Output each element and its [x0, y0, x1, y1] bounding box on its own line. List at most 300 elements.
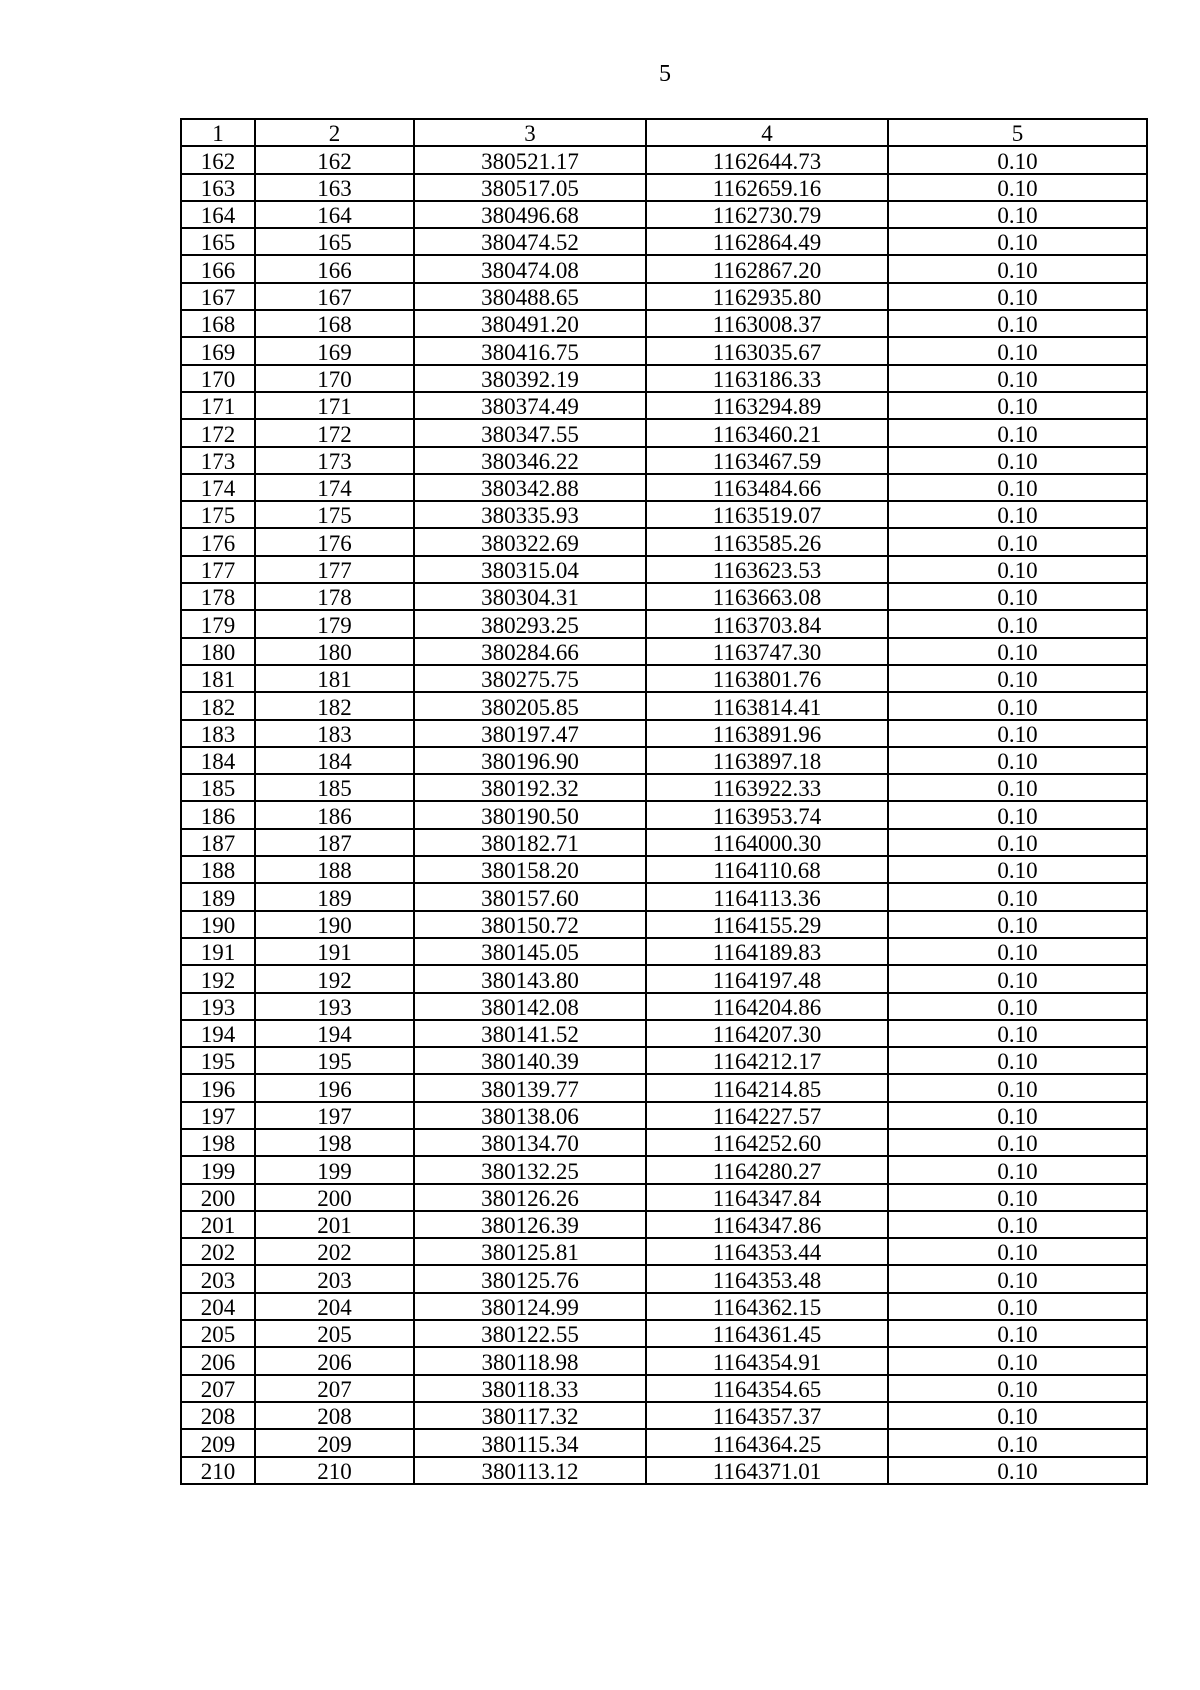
table-row — [181, 1102, 1147, 1129]
table-row — [181, 447, 1147, 474]
x-coordinate-cell: 380132.25 — [414, 1156, 646, 1183]
accuracy-cell: 0.10 — [888, 1102, 1147, 1129]
point-id-cell: 165 — [255, 228, 414, 255]
table-row — [181, 1457, 1147, 1484]
y-coordinate-cell: 1163801.76 — [646, 665, 888, 692]
accuracy-cell: 0.10 — [888, 474, 1147, 501]
table-row — [181, 583, 1147, 610]
point-id-cell: 196 — [255, 1074, 414, 1101]
y-coordinate-cell: 1164280.27 — [646, 1156, 888, 1183]
accuracy-cell: 0.10 — [888, 392, 1147, 419]
table-row — [181, 911, 1147, 938]
accuracy-cell: 0.10 — [888, 1238, 1147, 1265]
point-id-cell: 166 — [255, 255, 414, 282]
accuracy-cell: 0.10 — [888, 610, 1147, 637]
accuracy-cell: 0.10 — [888, 1047, 1147, 1074]
table-row — [181, 692, 1147, 719]
point-number-cell: 185 — [181, 774, 255, 801]
point-number-cell: 181 — [181, 665, 255, 692]
table-row — [181, 665, 1147, 692]
table-row — [181, 720, 1147, 747]
x-coordinate-cell: 380196.90 — [414, 747, 646, 774]
table-row — [181, 1047, 1147, 1074]
point-number-cell: 175 — [181, 501, 255, 528]
y-coordinate-cell: 1163663.08 — [646, 583, 888, 610]
column-header: 3 — [414, 119, 646, 146]
point-number-cell: 162 — [181, 146, 255, 173]
point-id-cell: 188 — [255, 856, 414, 883]
point-id-cell: 187 — [255, 829, 414, 856]
point-id-cell: 192 — [255, 965, 414, 992]
y-coordinate-cell: 1163186.33 — [646, 365, 888, 392]
table-row — [181, 1020, 1147, 1047]
table-row — [181, 829, 1147, 856]
x-coordinate-cell: 380143.80 — [414, 965, 646, 992]
y-coordinate-cell: 1162644.73 — [646, 146, 888, 173]
point-id-cell: 202 — [255, 1238, 414, 1265]
point-id-cell: 200 — [255, 1184, 414, 1211]
accuracy-cell: 0.10 — [888, 1457, 1147, 1484]
x-coordinate-cell: 380134.70 — [414, 1129, 646, 1156]
x-coordinate-cell: 380315.04 — [414, 556, 646, 583]
accuracy-cell: 0.10 — [888, 638, 1147, 665]
accuracy-cell: 0.10 — [888, 501, 1147, 528]
accuracy-cell: 0.10 — [888, 1211, 1147, 1238]
accuracy-cell: 0.10 — [888, 1293, 1147, 1320]
point-id-cell: 182 — [255, 692, 414, 719]
table-row — [181, 1402, 1147, 1429]
y-coordinate-cell: 1163891.96 — [646, 720, 888, 747]
table-row — [181, 856, 1147, 883]
x-coordinate-cell: 380118.98 — [414, 1347, 646, 1374]
x-coordinate-cell: 380113.12 — [414, 1457, 646, 1484]
x-coordinate-cell: 380488.65 — [414, 283, 646, 310]
point-number-cell: 179 — [181, 610, 255, 637]
x-coordinate-cell: 380416.75 — [414, 337, 646, 364]
point-number-cell: 163 — [181, 174, 255, 201]
table-row — [181, 1375, 1147, 1402]
point-id-cell: 183 — [255, 720, 414, 747]
x-coordinate-cell: 380182.71 — [414, 829, 646, 856]
point-number-cell: 177 — [181, 556, 255, 583]
x-coordinate-cell: 380138.06 — [414, 1102, 646, 1129]
x-coordinate-cell: 380118.33 — [414, 1375, 646, 1402]
point-id-cell: 175 — [255, 501, 414, 528]
table-row — [181, 1184, 1147, 1211]
x-coordinate-cell: 380304.31 — [414, 583, 646, 610]
point-id-cell: 210 — [255, 1457, 414, 1484]
x-coordinate-cell: 380491.20 — [414, 310, 646, 337]
accuracy-cell: 0.10 — [888, 720, 1147, 747]
point-id-cell: 176 — [255, 528, 414, 555]
table-header-row — [181, 119, 1147, 146]
table-row — [181, 201, 1147, 228]
accuracy-cell: 0.10 — [888, 1429, 1147, 1456]
x-coordinate-cell: 380124.99 — [414, 1293, 646, 1320]
y-coordinate-cell: 1163294.89 — [646, 392, 888, 419]
table-row — [181, 1347, 1147, 1374]
y-coordinate-cell: 1164354.91 — [646, 1347, 888, 1374]
table-row — [181, 474, 1147, 501]
point-id-cell: 197 — [255, 1102, 414, 1129]
table-row — [181, 774, 1147, 801]
point-id-cell: 171 — [255, 392, 414, 419]
point-id-cell: 178 — [255, 583, 414, 610]
point-number-cell: 205 — [181, 1320, 255, 1347]
point-id-cell: 172 — [255, 419, 414, 446]
table-row — [181, 638, 1147, 665]
coordinates-table — [180, 118, 1148, 1485]
table-row — [181, 310, 1147, 337]
x-coordinate-cell: 380190.50 — [414, 801, 646, 828]
table-row — [181, 1129, 1147, 1156]
x-coordinate-cell: 380284.66 — [414, 638, 646, 665]
y-coordinate-cell: 1164364.25 — [646, 1429, 888, 1456]
y-coordinate-cell: 1162867.20 — [646, 255, 888, 282]
accuracy-cell: 0.10 — [888, 1402, 1147, 1429]
table-row — [181, 938, 1147, 965]
point-number-cell: 171 — [181, 392, 255, 419]
point-number-cell: 192 — [181, 965, 255, 992]
accuracy-cell: 0.10 — [888, 337, 1147, 364]
x-coordinate-cell: 380275.75 — [414, 665, 646, 692]
y-coordinate-cell: 1164353.48 — [646, 1265, 888, 1292]
table-row — [181, 228, 1147, 255]
y-coordinate-cell: 1163953.74 — [646, 801, 888, 828]
column-header: 5 — [888, 119, 1147, 146]
table-row — [181, 1211, 1147, 1238]
table-row — [181, 392, 1147, 419]
accuracy-cell: 0.10 — [888, 856, 1147, 883]
y-coordinate-cell: 1162659.16 — [646, 174, 888, 201]
point-id-cell: 179 — [255, 610, 414, 637]
table-row — [181, 1074, 1147, 1101]
accuracy-cell: 0.10 — [888, 747, 1147, 774]
accuracy-cell: 0.10 — [888, 1265, 1147, 1292]
point-id-cell: 199 — [255, 1156, 414, 1183]
y-coordinate-cell: 1162935.80 — [646, 283, 888, 310]
point-id-cell: 174 — [255, 474, 414, 501]
accuracy-cell: 0.10 — [888, 528, 1147, 555]
page-number: 5 — [659, 61, 671, 87]
table-row — [181, 1293, 1147, 1320]
point-number-cell: 183 — [181, 720, 255, 747]
point-number-cell: 193 — [181, 993, 255, 1020]
point-number-cell: 167 — [181, 283, 255, 310]
table-row — [181, 1265, 1147, 1292]
table-row — [181, 556, 1147, 583]
table-row — [181, 174, 1147, 201]
table-row — [181, 283, 1147, 310]
point-number-cell: 199 — [181, 1156, 255, 1183]
table-row — [181, 528, 1147, 555]
x-coordinate-cell: 380117.32 — [414, 1402, 646, 1429]
point-number-cell: 180 — [181, 638, 255, 665]
table-row — [181, 993, 1147, 1020]
x-coordinate-cell: 380205.85 — [414, 692, 646, 719]
point-id-cell: 164 — [255, 201, 414, 228]
accuracy-cell: 0.10 — [888, 365, 1147, 392]
point-id-cell: 169 — [255, 337, 414, 364]
y-coordinate-cell: 1163703.84 — [646, 610, 888, 637]
accuracy-cell: 0.10 — [888, 146, 1147, 173]
point-id-cell: 167 — [255, 283, 414, 310]
y-coordinate-cell: 1164110.68 — [646, 856, 888, 883]
point-number-cell: 170 — [181, 365, 255, 392]
point-number-cell: 169 — [181, 337, 255, 364]
table-row — [181, 1156, 1147, 1183]
y-coordinate-cell: 1164227.57 — [646, 1102, 888, 1129]
y-coordinate-cell: 1163585.26 — [646, 528, 888, 555]
y-coordinate-cell: 1164354.65 — [646, 1375, 888, 1402]
accuracy-cell: 0.10 — [888, 829, 1147, 856]
point-number-cell: 172 — [181, 419, 255, 446]
y-coordinate-cell: 1164252.60 — [646, 1129, 888, 1156]
y-coordinate-cell: 1164362.15 — [646, 1293, 888, 1320]
point-number-cell: 200 — [181, 1184, 255, 1211]
x-coordinate-cell: 380347.55 — [414, 419, 646, 446]
point-number-cell: 209 — [181, 1429, 255, 1456]
table-row — [181, 1429, 1147, 1456]
point-number-cell: 168 — [181, 310, 255, 337]
point-number-cell: 184 — [181, 747, 255, 774]
point-number-cell: 176 — [181, 528, 255, 555]
y-coordinate-cell: 1162730.79 — [646, 201, 888, 228]
accuracy-cell: 0.10 — [888, 255, 1147, 282]
table-row — [181, 965, 1147, 992]
x-coordinate-cell: 380374.49 — [414, 392, 646, 419]
point-id-cell: 170 — [255, 365, 414, 392]
x-coordinate-cell: 380496.68 — [414, 201, 646, 228]
point-number-cell: 191 — [181, 938, 255, 965]
point-number-cell: 166 — [181, 255, 255, 282]
accuracy-cell: 0.10 — [888, 228, 1147, 255]
accuracy-cell: 0.10 — [888, 938, 1147, 965]
point-number-cell: 178 — [181, 583, 255, 610]
point-number-cell: 182 — [181, 692, 255, 719]
accuracy-cell: 0.10 — [888, 1320, 1147, 1347]
accuracy-cell: 0.10 — [888, 993, 1147, 1020]
point-id-cell: 209 — [255, 1429, 414, 1456]
y-coordinate-cell: 1164361.45 — [646, 1320, 888, 1347]
accuracy-cell: 0.10 — [888, 774, 1147, 801]
x-coordinate-cell: 380293.25 — [414, 610, 646, 637]
table-row — [181, 365, 1147, 392]
y-coordinate-cell: 1163467.59 — [646, 447, 888, 474]
x-coordinate-cell: 380139.77 — [414, 1074, 646, 1101]
point-number-cell: 188 — [181, 856, 255, 883]
point-number-cell: 195 — [181, 1047, 255, 1074]
x-coordinate-cell: 380197.47 — [414, 720, 646, 747]
accuracy-cell: 0.10 — [888, 1074, 1147, 1101]
point-id-cell: 162 — [255, 146, 414, 173]
y-coordinate-cell: 1163008.37 — [646, 310, 888, 337]
x-coordinate-cell: 380115.34 — [414, 1429, 646, 1456]
point-number-cell: 197 — [181, 1102, 255, 1129]
accuracy-cell: 0.10 — [888, 419, 1147, 446]
column-header: 2 — [255, 119, 414, 146]
accuracy-cell: 0.10 — [888, 583, 1147, 610]
accuracy-cell: 0.10 — [888, 692, 1147, 719]
point-id-cell: 201 — [255, 1211, 414, 1238]
y-coordinate-cell: 1163035.67 — [646, 337, 888, 364]
y-coordinate-cell: 1164207.30 — [646, 1020, 888, 1047]
point-number-cell: 196 — [181, 1074, 255, 1101]
y-coordinate-cell: 1164371.01 — [646, 1457, 888, 1484]
accuracy-cell: 0.10 — [888, 174, 1147, 201]
x-coordinate-cell: 380145.05 — [414, 938, 646, 965]
x-coordinate-cell: 380346.22 — [414, 447, 646, 474]
x-coordinate-cell: 380521.17 — [414, 146, 646, 173]
table-row — [181, 801, 1147, 828]
y-coordinate-cell: 1164113.36 — [646, 883, 888, 910]
x-coordinate-cell: 380126.39 — [414, 1211, 646, 1238]
x-coordinate-cell: 380150.72 — [414, 911, 646, 938]
point-id-cell: 206 — [255, 1347, 414, 1374]
y-coordinate-cell: 1164204.86 — [646, 993, 888, 1020]
x-coordinate-cell: 380140.39 — [414, 1047, 646, 1074]
point-number-cell: 189 — [181, 883, 255, 910]
x-coordinate-cell: 380126.26 — [414, 1184, 646, 1211]
table-row — [181, 337, 1147, 364]
y-coordinate-cell: 1163747.30 — [646, 638, 888, 665]
accuracy-cell: 0.10 — [888, 1184, 1147, 1211]
point-number-cell: 198 — [181, 1129, 255, 1156]
column-header: 1 — [181, 119, 255, 146]
accuracy-cell: 0.10 — [888, 201, 1147, 228]
y-coordinate-cell: 1164155.29 — [646, 911, 888, 938]
table-row — [181, 501, 1147, 528]
y-coordinate-cell: 1162864.49 — [646, 228, 888, 255]
x-coordinate-cell: 380342.88 — [414, 474, 646, 501]
y-coordinate-cell: 1163519.07 — [646, 501, 888, 528]
x-coordinate-cell: 380158.20 — [414, 856, 646, 883]
accuracy-cell: 0.10 — [888, 1020, 1147, 1047]
table-row — [181, 255, 1147, 282]
point-id-cell: 186 — [255, 801, 414, 828]
point-id-cell: 190 — [255, 911, 414, 938]
point-id-cell: 180 — [255, 638, 414, 665]
y-coordinate-cell: 1163814.41 — [646, 692, 888, 719]
point-id-cell: 203 — [255, 1265, 414, 1292]
y-coordinate-cell: 1164000.30 — [646, 829, 888, 856]
point-number-cell: 206 — [181, 1347, 255, 1374]
y-coordinate-cell: 1164347.86 — [646, 1211, 888, 1238]
point-number-cell: 165 — [181, 228, 255, 255]
y-coordinate-cell: 1163484.66 — [646, 474, 888, 501]
point-id-cell: 173 — [255, 447, 414, 474]
point-number-cell: 187 — [181, 829, 255, 856]
accuracy-cell: 0.10 — [888, 283, 1147, 310]
accuracy-cell: 0.10 — [888, 1156, 1147, 1183]
point-number-cell: 202 — [181, 1238, 255, 1265]
point-id-cell: 204 — [255, 1293, 414, 1320]
y-coordinate-cell: 1163897.18 — [646, 747, 888, 774]
accuracy-cell: 0.10 — [888, 447, 1147, 474]
x-coordinate-cell: 380157.60 — [414, 883, 646, 910]
point-id-cell: 184 — [255, 747, 414, 774]
y-coordinate-cell: 1164212.17 — [646, 1047, 888, 1074]
point-id-cell: 163 — [255, 174, 414, 201]
point-number-cell: 201 — [181, 1211, 255, 1238]
y-coordinate-cell: 1164353.44 — [646, 1238, 888, 1265]
point-number-cell: 208 — [181, 1402, 255, 1429]
point-id-cell: 193 — [255, 993, 414, 1020]
accuracy-cell: 0.10 — [888, 665, 1147, 692]
point-number-cell: 190 — [181, 911, 255, 938]
point-number-cell: 164 — [181, 201, 255, 228]
accuracy-cell: 0.10 — [888, 1347, 1147, 1374]
point-id-cell: 198 — [255, 1129, 414, 1156]
table-row — [181, 883, 1147, 910]
table-row — [181, 146, 1147, 173]
point-id-cell: 205 — [255, 1320, 414, 1347]
point-number-cell: 186 — [181, 801, 255, 828]
point-id-cell: 168 — [255, 310, 414, 337]
point-id-cell: 189 — [255, 883, 414, 910]
point-number-cell: 174 — [181, 474, 255, 501]
x-coordinate-cell: 380125.76 — [414, 1265, 646, 1292]
table-row — [181, 1238, 1147, 1265]
table-row — [181, 1320, 1147, 1347]
point-id-cell: 181 — [255, 665, 414, 692]
y-coordinate-cell: 1163922.33 — [646, 774, 888, 801]
point-id-cell: 185 — [255, 774, 414, 801]
point-number-cell: 207 — [181, 1375, 255, 1402]
point-id-cell: 207 — [255, 1375, 414, 1402]
x-coordinate-cell: 380122.55 — [414, 1320, 646, 1347]
x-coordinate-cell: 380517.05 — [414, 174, 646, 201]
table-row — [181, 419, 1147, 446]
x-coordinate-cell: 380192.32 — [414, 774, 646, 801]
accuracy-cell: 0.10 — [888, 310, 1147, 337]
x-coordinate-cell: 380474.08 — [414, 255, 646, 282]
point-number-cell: 204 — [181, 1293, 255, 1320]
x-coordinate-cell: 380125.81 — [414, 1238, 646, 1265]
accuracy-cell: 0.10 — [888, 883, 1147, 910]
point-id-cell: 195 — [255, 1047, 414, 1074]
y-coordinate-cell: 1164189.83 — [646, 938, 888, 965]
y-coordinate-cell: 1164214.85 — [646, 1074, 888, 1101]
x-coordinate-cell: 380474.52 — [414, 228, 646, 255]
y-coordinate-cell: 1164357.37 — [646, 1402, 888, 1429]
x-coordinate-cell: 380392.19 — [414, 365, 646, 392]
table-row — [181, 610, 1147, 637]
point-number-cell: 194 — [181, 1020, 255, 1047]
y-coordinate-cell: 1164197.48 — [646, 965, 888, 992]
x-coordinate-cell: 380335.93 — [414, 501, 646, 528]
table-row — [181, 747, 1147, 774]
point-id-cell: 177 — [255, 556, 414, 583]
y-coordinate-cell: 1163623.53 — [646, 556, 888, 583]
accuracy-cell: 0.10 — [888, 1375, 1147, 1402]
point-id-cell: 191 — [255, 938, 414, 965]
accuracy-cell: 0.10 — [888, 965, 1147, 992]
accuracy-cell: 0.10 — [888, 801, 1147, 828]
point-id-cell: 208 — [255, 1402, 414, 1429]
x-coordinate-cell: 380142.08 — [414, 993, 646, 1020]
point-number-cell: 173 — [181, 447, 255, 474]
accuracy-cell: 0.10 — [888, 556, 1147, 583]
y-coordinate-cell: 1164347.84 — [646, 1184, 888, 1211]
y-coordinate-cell: 1163460.21 — [646, 419, 888, 446]
point-id-cell: 194 — [255, 1020, 414, 1047]
point-number-cell: 203 — [181, 1265, 255, 1292]
x-coordinate-cell: 380322.69 — [414, 528, 646, 555]
column-header: 4 — [646, 119, 888, 146]
x-coordinate-cell: 380141.52 — [414, 1020, 646, 1047]
accuracy-cell: 0.10 — [888, 1129, 1147, 1156]
